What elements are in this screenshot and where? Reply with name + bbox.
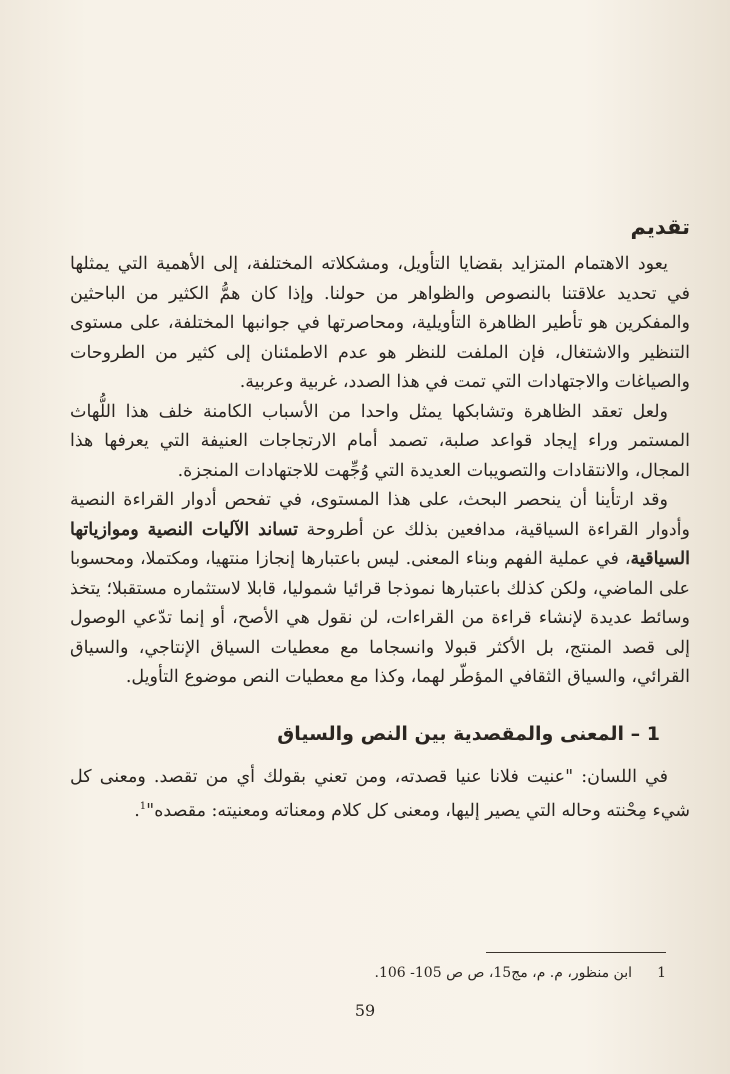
page-body bbox=[70, 212, 690, 826]
paragraph-3-bold: تساند الآليات النصية وموازياتها السياقية bbox=[70, 519, 690, 569]
paragraph-2: ولعل تعقد الظاهرة وتشابكها يمثل واحدا من الأسباب الكامنة خلف هذا اللُّهاث المستمر وراء إيجاد قواعد صلبة، تصمد أمام الارتجاجات العنيفة التي يعرفها هذا المجال، والانتقادات والتصويبات العديدة التي وُجِّهت للاجتهادات المنجزة. bbox=[70, 401, 690, 481]
paragraph-3-part2: ، في عملية الفهم وبناء المعنى. ليس باعتبارها إنجازا منتهيا، ومكتملا، ومحسوبا على الماضي، ولكن كذلك باعتبارها نموذجا قرائيا شموليا، قابلا لاستثماره مستقبلا؛ يتخذ وسائط عديدة لإنشاء قراءة من القراءات، لن نقول هي الأصح، أو إنما تدّعي الوصول إلى قصد المنتج، بل الأكثر قبولا وانسجاما مع معطيات السياق الإنتاجي، والسياق القرائي، والسياق الثقافي المؤطّر لهما، وكذا مع معطيات النص موضوع التأويل. bbox=[70, 549, 690, 687]
footnote-ref: 1 bbox=[139, 801, 147, 812]
page-title: تقديم bbox=[630, 215, 690, 239]
paragraph-4 bbox=[70, 763, 690, 827]
paragraph-3 bbox=[70, 486, 690, 693]
paragraph-4-text: في اللسان: "عنيت فلانا عنيا قصدته، ومن تعني بقولك أي من تقصد. ومعنى كل شيء مِحْنته وحاله التي يصير إليها، ومعنى كل كلام ومعناته ومعنيته: مقصده" bbox=[70, 766, 690, 821]
footnote-divider bbox=[486, 952, 666, 953]
footnote bbox=[66, 962, 666, 984]
paragraph-4-end: . bbox=[134, 800, 140, 821]
footnote-number: 1 bbox=[657, 965, 666, 981]
page-number: 59 bbox=[354, 1001, 376, 1020]
footnote-text: ابن منظور، م. م، مج15، ص ص 105- 106. bbox=[374, 965, 632, 981]
paragraph-3-part1: وقد ارتأينا أن ينحصر البحث، على هذا المستوى، في تفحص أدوار القراءة النصية وأدوار القراءة السياقية، مدافعين بذلك عن أطروحة bbox=[70, 490, 690, 540]
section-title: 1 – المعنى والمقصدية بين النص والسياق bbox=[277, 722, 660, 745]
paragraph-1: يعود الاهتمام المتزايد بقضايا التأويل، ومشكلاته المختلفة، إلى الأهمية التي يمثلها في تحديد علاقتنا بالنصوص والظواهر من حولنا. وإذا كان همُّ الكثير من الباحثين والمفكرين هو تأطير الظاهرة التأويلية، ومحاصرتها في جوانبها المختلفة، على مستوى التنظير والاشتغال، فإن الملفت للنظر هو عدم الاطمئنان إلى كثير من الطروحات والصياغات والاجتهادات التي تمت في هذا الصدد، غربية وعربية. bbox=[70, 254, 690, 392]
